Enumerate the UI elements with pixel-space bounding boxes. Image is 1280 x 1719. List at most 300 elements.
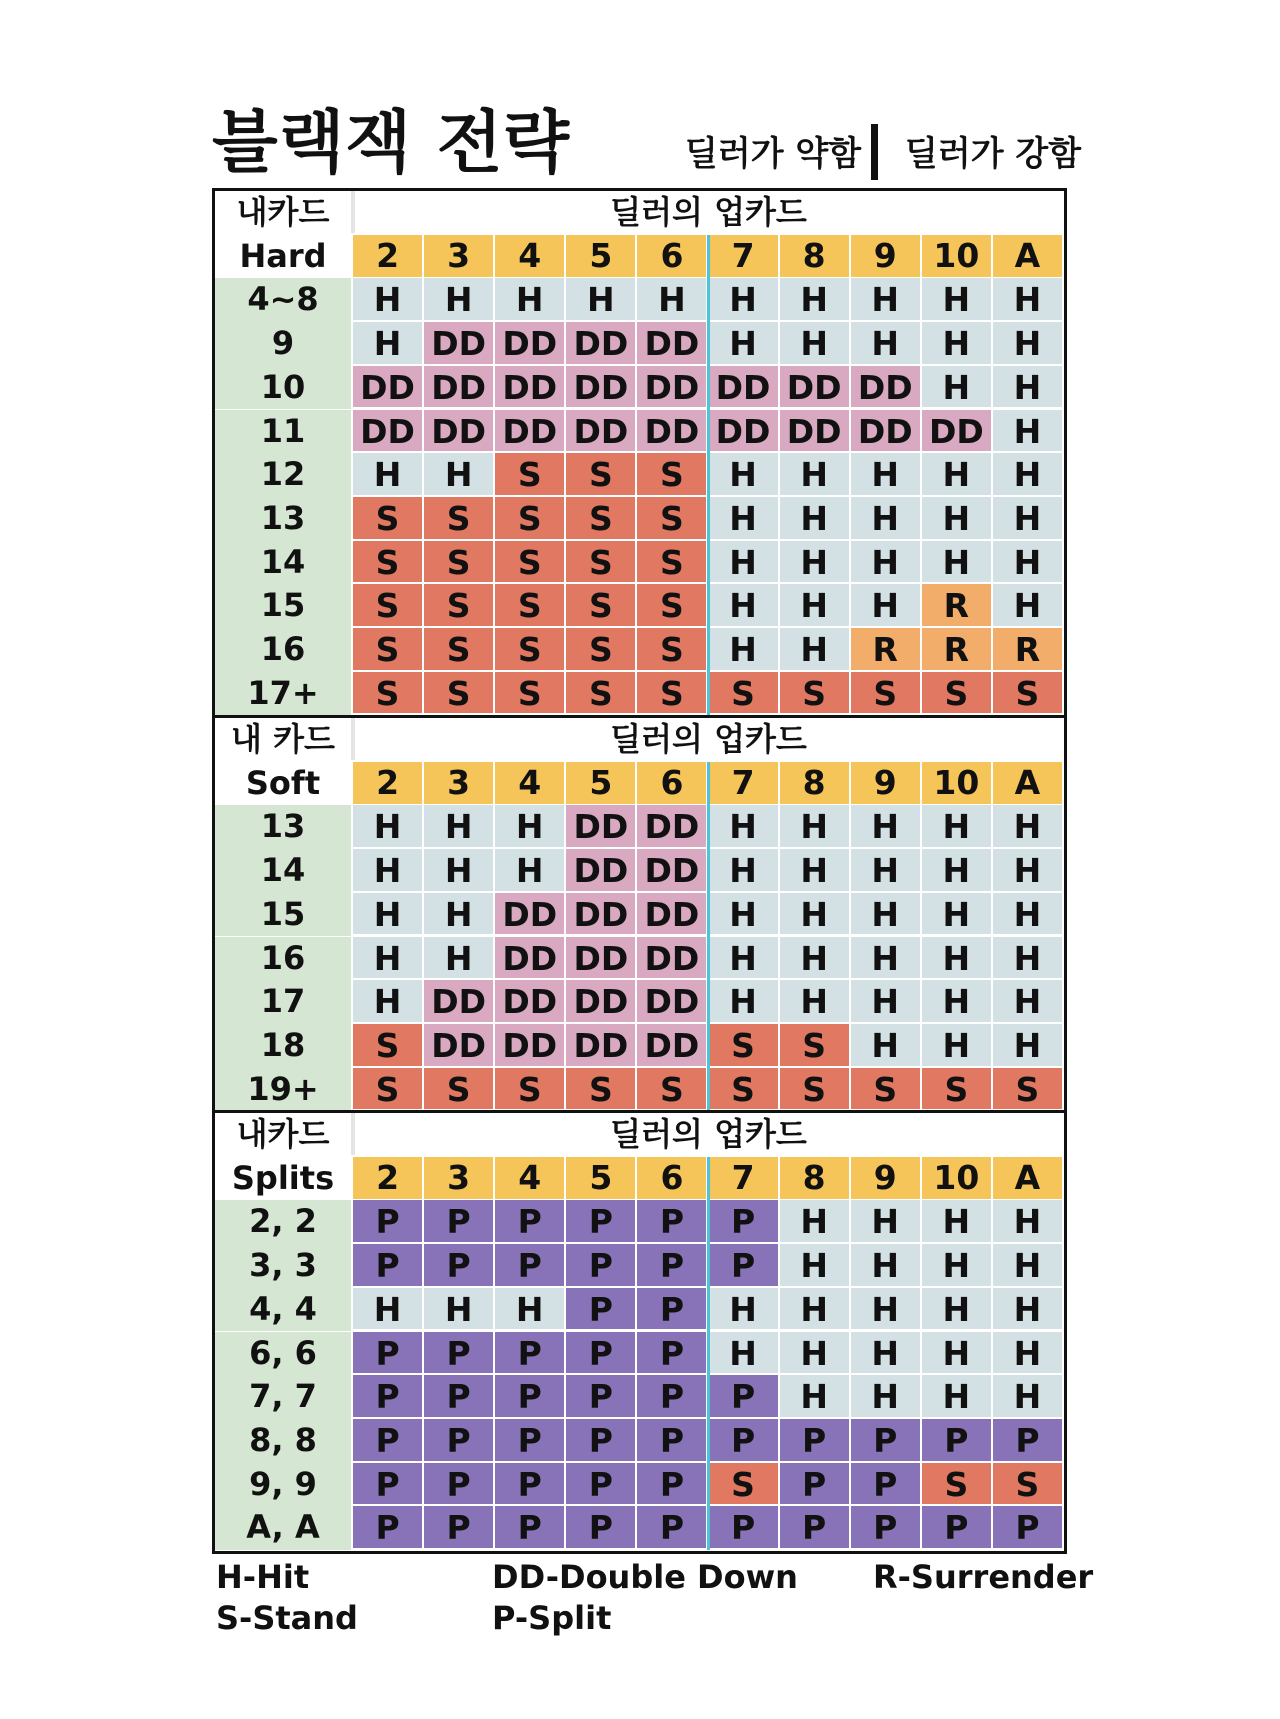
action-cell: S (353, 672, 424, 716)
hand-type-label: Soft (215, 762, 351, 804)
action-cell: H (353, 849, 424, 893)
action-cell: H (922, 541, 993, 585)
action-cell: H (851, 1200, 922, 1244)
action-cell: S (495, 497, 566, 541)
action-cell: S (353, 541, 424, 585)
action-cell: H (851, 849, 922, 893)
action-cell: H (922, 980, 993, 1024)
dealer-card-6: 6 (637, 762, 708, 804)
action-cell: H (709, 584, 780, 628)
action-cell: S (709, 672, 780, 716)
action-cell: P (709, 1375, 780, 1419)
action-cell: P (993, 1419, 1064, 1463)
action-cell: H (566, 278, 637, 322)
action-cell: DD (495, 1024, 566, 1068)
action-cell: H (424, 849, 495, 893)
dealer-card-row (215, 762, 1064, 804)
action-cell: R (851, 628, 922, 672)
action-cell: P (709, 1200, 780, 1244)
action-cell: DD (637, 1024, 708, 1068)
action-cell: P (353, 1506, 424, 1550)
action-cell: DD (424, 366, 495, 410)
weak-strong-divider (707, 235, 710, 716)
action-cell: S (353, 584, 424, 628)
action-cell: P (709, 1506, 780, 1550)
action-cell: P (424, 1200, 495, 1244)
action-cell: R (922, 584, 993, 628)
player-hand-label: 2, 2 (215, 1200, 351, 1244)
action-cell: H (709, 453, 780, 497)
action-cell: H (495, 278, 566, 322)
action-cell: P (709, 1419, 780, 1463)
action-cell: H (424, 278, 495, 322)
action-cell: P (851, 1419, 922, 1463)
action-cell: H (780, 893, 851, 937)
action-cell: S (566, 497, 637, 541)
dealer-card-5: 5 (566, 1157, 637, 1199)
action-cell: H (922, 1288, 993, 1332)
action-cell: DD (566, 980, 637, 1024)
action-cell: S (922, 1463, 993, 1507)
strategy-row (215, 980, 1064, 1024)
action-cell: H (353, 805, 424, 849)
action-cell: S (424, 497, 495, 541)
strategy-row (215, 893, 1064, 937)
action-cell: S (424, 628, 495, 672)
dealer-card-8: 8 (780, 762, 851, 804)
splits-strategy-table (212, 1110, 1067, 1554)
action-cell: S (637, 453, 708, 497)
my-card-header: 내카드 (236, 193, 330, 231)
legend-split: P-Split (492, 1599, 612, 1637)
action-cell: H (353, 322, 424, 366)
action-cell: H (495, 849, 566, 893)
action-cell: P (424, 1332, 495, 1376)
action-cell: H (993, 937, 1064, 981)
action-cell: S (424, 541, 495, 585)
action-cell: H (993, 893, 1064, 937)
action-cell: H (780, 805, 851, 849)
action-cell: DD (495, 893, 566, 937)
action-cell: P (353, 1244, 424, 1288)
action-cell: DD (566, 893, 637, 937)
action-cell: H (780, 1200, 851, 1244)
action-cell: DD (637, 322, 708, 366)
hand-type-label: Splits (215, 1157, 351, 1199)
legend-double-down: DD-Double Down (492, 1558, 798, 1596)
action-cell: P (566, 1288, 637, 1332)
strategy-row (215, 1332, 1064, 1376)
action-cell: H (922, 1332, 993, 1376)
dealer-card-7: 7 (709, 235, 780, 277)
action-cell: H (424, 453, 495, 497)
action-cell: H (780, 980, 851, 1024)
action-cell: S (566, 672, 637, 716)
action-cell: H (353, 893, 424, 937)
action-cell: S (709, 1068, 780, 1112)
action-cell: H (709, 628, 780, 672)
action-cell: S (424, 584, 495, 628)
action-cell: H (780, 1288, 851, 1332)
action-cell: S (566, 584, 637, 628)
action-cell: DD (709, 410, 780, 454)
action-cell: DD (424, 1024, 495, 1068)
action-cell: H (780, 628, 851, 672)
player-hand-label: 3, 3 (215, 1244, 351, 1288)
dealer-card-4: 4 (495, 1157, 566, 1199)
page-title: 블랙잭 전략 (212, 104, 571, 183)
dealer-card-4: 4 (495, 762, 566, 804)
player-hand-label: A, A (215, 1506, 351, 1550)
action-cell: P (495, 1506, 566, 1550)
action-cell: H (353, 1288, 424, 1332)
action-cell: S (353, 1068, 424, 1112)
action-cell: P (637, 1375, 708, 1419)
player-hand-label: 6, 6 (215, 1332, 351, 1376)
action-cell: H (993, 541, 1064, 585)
player-hand-label: 9 (215, 322, 351, 366)
action-cell: P (353, 1375, 424, 1419)
action-cell: P (495, 1419, 566, 1463)
action-cell: S (780, 1024, 851, 1068)
strategy-row (215, 278, 1064, 322)
dealer-card-6: 6 (637, 235, 708, 277)
player-hand-label: 13 (215, 497, 351, 541)
strategy-row (215, 497, 1064, 541)
strategy-row (215, 1288, 1064, 1332)
action-cell: H (780, 453, 851, 497)
action-cell: S (495, 672, 566, 716)
action-cell: DD (851, 410, 922, 454)
action-cell: P (495, 1375, 566, 1419)
player-hand-label: 17+ (215, 672, 351, 716)
dealer-card-9: 9 (851, 762, 922, 804)
action-cell: P (637, 1200, 708, 1244)
action-cell: H (922, 937, 993, 981)
action-cell: H (780, 322, 851, 366)
action-cell: H (993, 1375, 1064, 1419)
player-hand-label: 19+ (215, 1068, 351, 1112)
player-hand-label: 9, 9 (215, 1463, 351, 1507)
player-hand-label: 11 (215, 410, 351, 454)
action-cell: DD (424, 410, 495, 454)
action-cell: DD (922, 410, 993, 454)
action-cell: P (353, 1419, 424, 1463)
dealer-upcard-header: 딜러의 업카드 (610, 193, 807, 231)
action-cell: S (993, 672, 1064, 716)
action-cell: S (353, 497, 424, 541)
action-cell: DD (780, 366, 851, 410)
action-cell: H (851, 1244, 922, 1288)
action-cell: P (353, 1332, 424, 1376)
strategy-row (215, 453, 1064, 497)
action-cell: S (637, 497, 708, 541)
dealer-card-2: 2 (353, 235, 424, 277)
action-cell: H (922, 1244, 993, 1288)
action-cell: H (851, 453, 922, 497)
action-cell: H (709, 322, 780, 366)
dealer-card-row (215, 1157, 1064, 1199)
action-cell: S (922, 1068, 993, 1112)
action-cell: S (780, 1068, 851, 1112)
action-cell: H (780, 584, 851, 628)
action-cell: H (993, 980, 1064, 1024)
action-cell: H (709, 805, 780, 849)
legend-hit: H-Hit (216, 1558, 310, 1596)
strategy-row (215, 322, 1064, 366)
action-cell: P (424, 1375, 495, 1419)
action-cell: H (922, 805, 993, 849)
action-cell: DD (566, 937, 637, 981)
dealer-card-2: 2 (353, 762, 424, 804)
action-cell: DD (637, 410, 708, 454)
action-cell: P (566, 1244, 637, 1288)
dealer-card-a: A (993, 762, 1064, 804)
action-cell: P (637, 1463, 708, 1507)
action-cell: H (851, 980, 922, 1024)
action-cell: S (566, 1068, 637, 1112)
action-cell: H (993, 278, 1064, 322)
action-cell: P (637, 1244, 708, 1288)
player-hand-label: 4~8 (215, 278, 351, 322)
soft-strategy-table (212, 715, 1067, 1114)
action-cell: DD (780, 410, 851, 454)
action-cell: DD (495, 366, 566, 410)
action-cell: H (851, 1332, 922, 1376)
action-cell: S (993, 1463, 1064, 1507)
action-cell: P (780, 1419, 851, 1463)
strategy-row (215, 1419, 1064, 1463)
action-cell: DD (566, 322, 637, 366)
action-cell: S (637, 584, 708, 628)
strategy-row (215, 1244, 1064, 1288)
action-cell: H (993, 366, 1064, 410)
action-cell: H (353, 453, 424, 497)
action-cell: P (637, 1419, 708, 1463)
action-cell: S (637, 1068, 708, 1112)
hard-strategy-table (212, 188, 1067, 719)
dealer-card-8: 8 (780, 1157, 851, 1199)
action-cell: H (851, 584, 922, 628)
dealer-card-6: 6 (637, 1157, 708, 1199)
action-cell: H (993, 1332, 1064, 1376)
action-cell: H (709, 541, 780, 585)
action-cell: S (851, 672, 922, 716)
player-hand-label: 14 (215, 541, 351, 585)
player-hand-label: 15 (215, 893, 351, 937)
action-cell: H (922, 849, 993, 893)
action-cell: S (424, 1068, 495, 1112)
dealer-card-2: 2 (353, 1157, 424, 1199)
dealer-card-5: 5 (566, 762, 637, 804)
action-cell: S (566, 541, 637, 585)
action-cell: DD (424, 322, 495, 366)
dealer-strong-label: 딜러가 강함 (905, 134, 1082, 174)
action-cell: H (780, 541, 851, 585)
action-cell: H (851, 937, 922, 981)
action-cell: H (922, 453, 993, 497)
legend-surrender: R-Surrender (873, 1558, 1094, 1596)
strategy-row (215, 541, 1064, 585)
action-cell: DD (637, 893, 708, 937)
dealer-card-row (215, 235, 1064, 277)
action-cell: S (495, 1068, 566, 1112)
action-cell: H (709, 849, 780, 893)
action-cell: P (993, 1506, 1064, 1550)
action-cell: P (566, 1506, 637, 1550)
action-cell: DD (495, 980, 566, 1024)
dealer-card-3: 3 (424, 1157, 495, 1199)
action-cell: H (780, 849, 851, 893)
action-cell: S (709, 1463, 780, 1507)
action-cell: DD (566, 1024, 637, 1068)
dealer-card-4: 4 (495, 235, 566, 277)
dealer-card-5: 5 (566, 235, 637, 277)
action-cell: P (566, 1200, 637, 1244)
player-hand-label: 14 (215, 849, 351, 893)
player-hand-label: 15 (215, 584, 351, 628)
action-cell: DD (637, 366, 708, 410)
player-hand-label: 7, 7 (215, 1375, 351, 1419)
action-cell: H (993, 497, 1064, 541)
player-hand-label: 8, 8 (215, 1419, 351, 1463)
action-cell: P (709, 1244, 780, 1288)
action-cell: P (353, 1463, 424, 1507)
action-cell: P (780, 1506, 851, 1550)
action-cell: P (353, 1200, 424, 1244)
strategy-row (215, 849, 1064, 893)
action-cell: S (495, 541, 566, 585)
action-cell: S (424, 672, 495, 716)
subtitle-divider (871, 124, 878, 180)
action-cell: H (922, 1200, 993, 1244)
dealer-card-8: 8 (780, 235, 851, 277)
action-cell: P (566, 1332, 637, 1376)
action-cell: H (993, 322, 1064, 366)
action-cell: H (851, 893, 922, 937)
action-cell: H (922, 366, 993, 410)
action-cell: S (637, 628, 708, 672)
action-cell: S (566, 628, 637, 672)
action-cell: H (851, 1288, 922, 1332)
action-cell: P (637, 1332, 708, 1376)
strategy-row (215, 584, 1064, 628)
action-cell: S (709, 1024, 780, 1068)
strategy-row (215, 672, 1064, 716)
action-cell: H (851, 322, 922, 366)
action-cell: P (424, 1506, 495, 1550)
player-hand-label: 13 (215, 805, 351, 849)
dealer-card-10: 10 (922, 762, 993, 804)
action-cell: H (780, 937, 851, 981)
action-cell: DD (495, 322, 566, 366)
action-cell: H (993, 1200, 1064, 1244)
action-cell: H (495, 805, 566, 849)
weak-strong-divider (707, 1157, 710, 1550)
strategy-row (215, 410, 1064, 454)
action-cell: H (709, 1288, 780, 1332)
action-cell: S (780, 672, 851, 716)
action-cell: P (851, 1463, 922, 1507)
action-cell: DD (566, 366, 637, 410)
action-cell: H (993, 1024, 1064, 1068)
action-cell: S (637, 541, 708, 585)
action-cell: P (637, 1288, 708, 1332)
action-cell: H (709, 497, 780, 541)
action-cell: P (922, 1419, 993, 1463)
action-cell: H (780, 1244, 851, 1288)
action-cell: H (922, 1375, 993, 1419)
action-cell: H (709, 980, 780, 1024)
action-cell: P (495, 1463, 566, 1507)
my-card-header: 내카드 (236, 1115, 330, 1153)
action-cell: H (993, 1288, 1064, 1332)
action-cell: P (922, 1506, 993, 1550)
action-cell: S (566, 453, 637, 497)
action-cell: S (495, 628, 566, 672)
action-cell: H (851, 805, 922, 849)
action-cell: H (851, 1375, 922, 1419)
strategy-row (215, 1506, 1064, 1550)
action-cell: P (637, 1506, 708, 1550)
action-cell: H (851, 278, 922, 322)
action-cell: S (495, 453, 566, 497)
player-hand-label: 16 (215, 628, 351, 672)
action-cell: H (993, 805, 1064, 849)
action-cell: S (353, 628, 424, 672)
action-cell: H (709, 893, 780, 937)
legend-stand: S-Stand (216, 1599, 358, 1637)
action-cell: H (993, 1244, 1064, 1288)
hand-type-label: Hard (215, 235, 351, 277)
dealer-card-7: 7 (709, 1157, 780, 1199)
action-cell: DD (637, 980, 708, 1024)
dealer-card-3: 3 (424, 235, 495, 277)
action-cell: S (993, 1068, 1064, 1112)
action-cell: S (353, 1024, 424, 1068)
action-cell: H (922, 893, 993, 937)
strategy-row (215, 1068, 1064, 1112)
action-cell: H (709, 278, 780, 322)
player-hand-label: 12 (215, 453, 351, 497)
action-cell: H (353, 937, 424, 981)
strategy-row (215, 1463, 1064, 1507)
action-cell: DD (353, 410, 424, 454)
action-cell: H (922, 497, 993, 541)
action-cell: P (851, 1506, 922, 1550)
action-cell: H (780, 1332, 851, 1376)
dealer-weak-label: 딜러가 약함 (685, 134, 862, 174)
action-cell: H (922, 322, 993, 366)
player-hand-label: 10 (215, 366, 351, 410)
action-cell: R (993, 628, 1064, 672)
action-cell: H (780, 1375, 851, 1419)
action-cell: P (566, 1419, 637, 1463)
strategy-row (215, 1375, 1064, 1419)
action-cell: H (780, 497, 851, 541)
strategy-row (215, 937, 1064, 981)
action-cell: P (424, 1463, 495, 1507)
action-cell: DD (637, 849, 708, 893)
action-cell: DD (566, 805, 637, 849)
action-cell: H (424, 1288, 495, 1332)
action-cell: H (780, 278, 851, 322)
action-cell: H (851, 1024, 922, 1068)
dealer-card-a: A (993, 1157, 1064, 1199)
action-cell: H (424, 805, 495, 849)
action-cell: P (424, 1419, 495, 1463)
action-cell: P (495, 1332, 566, 1376)
